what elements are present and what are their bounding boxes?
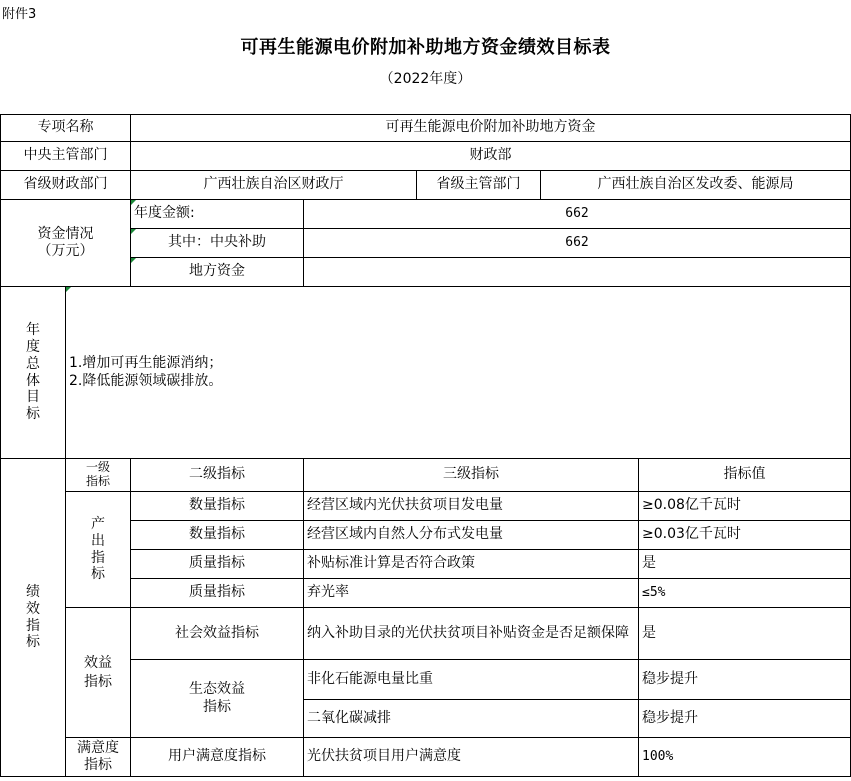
- level3-cell: 非化石能源电量比重: [304, 660, 639, 700]
- level3-cell: 经营区域内自然人分布式发电量: [304, 521, 639, 550]
- value-cell: 稳步提升: [639, 700, 851, 738]
- table-row: [1, 492, 851, 521]
- level2-cell: 质量指标: [131, 579, 304, 608]
- table-row: [1, 738, 851, 777]
- project-name-label: 专项名称: [1, 115, 131, 142]
- indicators-label-text: 绩效指标: [25, 583, 40, 651]
- level3-cell: 弃光率: [304, 579, 639, 608]
- eco-benefit-line2: 指标: [203, 698, 231, 715]
- level3-cell: 经营区域内光伏扶贫项目发电量: [304, 492, 639, 521]
- performance-target-table: [0, 114, 851, 777]
- annual-goals-label: [1, 287, 66, 459]
- col-value-header: 指标值: [639, 459, 851, 492]
- funds-label-line2: （万元）: [37, 243, 94, 259]
- value-cell: ≥0.08亿千瓦时: [639, 492, 851, 521]
- level3-cell: 纳入补助目录的光伏扶贫项目补贴资金是否足额保障: [304, 608, 639, 660]
- row-project-name: [1, 115, 851, 142]
- output-indicator-text: 产出指标: [90, 515, 105, 583]
- col-level1-text: 一级指标: [85, 460, 110, 488]
- project-name-value: 可再生能源电价附加补助地方资金: [131, 115, 851, 142]
- annual-goals-content: [66, 287, 851, 459]
- indicator-header-row: [1, 459, 851, 492]
- prov-finance-value: 广西壮族自治区财政厅: [131, 171, 417, 200]
- value-cell: ≥0.03亿千瓦时: [639, 521, 851, 550]
- benefit-indicator-text: 效益指标: [84, 655, 112, 690]
- annual-amount-label: 年度金额:: [131, 200, 304, 229]
- level3-cell: 光伏扶贫项目用户满意度: [304, 738, 639, 777]
- year-label: （2022年度）: [379, 71, 472, 87]
- row-funds-annual: [1, 200, 851, 229]
- annual-amount-value: 662: [304, 200, 851, 229]
- value-cell: 是: [639, 550, 851, 579]
- page-title: 可再生能源电价附加补助地方资金绩效目标表: [240, 37, 611, 58]
- central-dept-value: 财政部: [131, 142, 851, 171]
- row-central-dept: [1, 142, 851, 171]
- level2-cell: 数量指标: [131, 492, 304, 521]
- attachment-label: 附件3: [2, 7, 37, 22]
- goal-line-2: 2.降低能源领域碳排放。: [69, 372, 223, 389]
- prov-finance-label: 省级财政部门: [1, 171, 131, 200]
- eco-benefit-line1: 生态效益: [189, 681, 245, 697]
- table-row: [1, 608, 851, 660]
- funds-label: [1, 200, 131, 287]
- level3-cell: 补贴标准计算是否符合政策: [304, 550, 639, 579]
- benefit-indicator-label: [66, 608, 131, 738]
- annual-goals-label-text: 年度总体目标: [25, 322, 40, 423]
- level2-cell: 数量指标: [131, 521, 304, 550]
- goal-line-1: 1.增加可再生能源消纳；: [69, 355, 223, 371]
- prov-dept-value: 广西壮族自治区发改委、能源局: [541, 171, 851, 200]
- central-subsidy-value: 662: [304, 229, 851, 258]
- row-annual-goals: [1, 287, 851, 459]
- value-cell: 是: [639, 608, 851, 660]
- central-dept-label: 中央主管部门: [1, 142, 131, 171]
- indicators-label: [1, 459, 66, 777]
- local-funds-label: 地方资金: [131, 258, 304, 287]
- col-level2-header: 二级指标: [131, 459, 304, 492]
- satisfaction-indicator-text: 满意度指标: [76, 740, 119, 773]
- level2-cell: 质量指标: [131, 550, 304, 579]
- row-provincial: [1, 171, 851, 200]
- funds-label-line1: 资金情况: [37, 225, 94, 242]
- value-cell: 100%: [639, 738, 851, 777]
- col-level3-header: 三级指标: [304, 459, 639, 492]
- output-indicator-label: [66, 492, 131, 608]
- satisfaction-indicator-label: [66, 738, 131, 777]
- level2-cell: 社会效益指标: [131, 608, 304, 660]
- value-cell: 稳步提升: [639, 660, 851, 700]
- col-level1-header: [66, 459, 131, 492]
- eco-benefit-label: [131, 660, 304, 738]
- level2-cell: 用户满意度指标: [131, 738, 304, 777]
- local-funds-value: [304, 258, 851, 287]
- prov-dept-label: 省级主管部门: [417, 171, 541, 200]
- central-subsidy-label: 其中：中央补助: [131, 229, 304, 258]
- level3-cell: 二氧化碳减排: [304, 700, 639, 738]
- value-cell: ≤5%: [639, 579, 851, 608]
